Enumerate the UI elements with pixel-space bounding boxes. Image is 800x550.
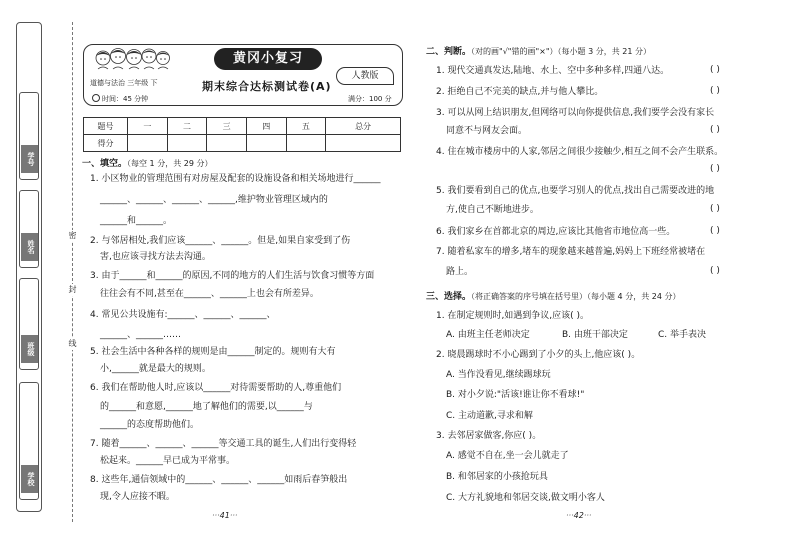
judge-line: 6. 我们家乡在首都北京的周边,应该比其他省市地位高一些。 [436, 227, 676, 237]
score-table-cell: 三 [207, 118, 247, 135]
judge-line: 同意不与网友会面。 [446, 126, 528, 136]
edition-badge: 人教版 [336, 67, 394, 85]
choice-option[interactable]: C. 主动道歉,寻求和解 [446, 411, 533, 421]
fill-line: 小,______就是最大的规则。 [100, 364, 211, 374]
fill-line: 2. 与邻居相处,我们应该______、______。但是,如果自家受到了伤 [90, 236, 351, 246]
section-fill-blank-title [82, 156, 212, 169]
score-cell[interactable] [128, 135, 168, 152]
section-title-text: 三、选择。 [426, 292, 472, 302]
score-cell[interactable] [246, 135, 286, 152]
score-row-label: 得分 [84, 135, 128, 152]
judge-line: 7. 随着私家车的增多,堵车的现象越来越普遍,妈妈上下班经常被堵在 [436, 247, 706, 257]
judge-line: 1. 现代交通真发达,陆地、水上、空中多种多样,四通八达。 [436, 66, 670, 76]
choice-option[interactable]: A. 当作没看见,继续踢球玩 [446, 370, 551, 380]
choice-question: 3. 去邻居家做客,你应( )。 [436, 431, 542, 441]
school-box [19, 382, 39, 500]
full-score: 满分：100 分 [348, 95, 392, 103]
score-table-header-row [84, 118, 401, 135]
answer-bracket[interactable]: ( ) [710, 204, 720, 214]
answer-bracket[interactable]: ( ) [710, 65, 720, 75]
fill-line: 的______和意愿,______地了解他们的需要,以______与 [100, 402, 313, 412]
name-label: 姓名 [21, 233, 38, 261]
brand-logo: 黄冈小复习 [214, 48, 322, 70]
fill-line: 松起来。______早已成为平常事。 [100, 456, 236, 466]
score-cell[interactable] [326, 135, 401, 152]
choice-question: 1. 在制定规则时,如遇到争议,应该( )。 [436, 311, 590, 321]
choice-option[interactable]: B. 由班干部决定 [562, 330, 628, 340]
student-id-box [19, 92, 39, 180]
fill-line: 1. 小区物业的管理范围有对房屋及配套的设施设备和相关场地进行______ [90, 174, 381, 184]
score-table-cell: 一 [128, 118, 168, 135]
choice-option[interactable]: A. 感觉不自在,坐一会儿就走了 [446, 451, 569, 461]
fill-line: 3. 由于______和______的原因,不同的地方的人们生活与饮食习惯等方面 [90, 271, 375, 281]
score-table-score-row [84, 135, 401, 152]
page-number-text: 41 [219, 511, 230, 520]
fill-line: 8. 这些年,通信领域中的______、______、______如雨后春笋般出 [90, 475, 348, 485]
judge-line: 2. 拒绝自己不完美的缺点,并与他人攀比。 [436, 87, 604, 97]
fill-line: 往往会有不同,甚至在______、______上也会有所差异。 [100, 289, 319, 299]
score-table-cell: 五 [286, 118, 326, 135]
score-cell[interactable] [167, 135, 207, 152]
seal-char-xian: 线 [68, 339, 77, 348]
judge-line: 4. 住在城市楼房中的人家,邻居之间很少接触少,相互之间不会产生联系。 [436, 147, 724, 157]
fill-line: 5. 社会生活中各种各样的规则是由______制定的。规则有大有 [90, 347, 336, 357]
cut-line [72, 22, 73, 522]
fill-line: 现,令人应接不暇。 [100, 492, 175, 502]
seal-char-feng: 封 [68, 285, 77, 294]
section-note: （每空 1 分，共 29 分） [127, 159, 213, 168]
judge-line: 路上。 [446, 267, 474, 277]
fill-line: 害,也应该寻找方法去沟通。 [100, 252, 211, 262]
name-box [19, 190, 39, 268]
children-illustration [94, 47, 172, 75]
choice-option[interactable]: A. 由班主任老师决定 [446, 330, 530, 340]
clock-icon [92, 94, 100, 102]
choice-question: 2. 晓晨踢球时不小心踢到了小夕的头上,他应该( )。 [436, 350, 641, 360]
fill-line: 4. 常见公共设施有:______、______、______、 [90, 310, 276, 320]
page-number-left: ···41··· [212, 511, 238, 520]
fill-line: ______、______…… [100, 330, 182, 340]
section-title-text: 二、判断。 [426, 47, 472, 57]
binding-strip [10, 22, 77, 522]
answer-bracket[interactable]: ( ) [710, 266, 720, 276]
choice-option[interactable]: B. 和邻居家的小孩抢玩具 [446, 472, 548, 482]
score-table-cell: 总分 [326, 118, 401, 135]
page-number-right: ···42··· [566, 511, 592, 520]
seal-char-mi: 密 [68, 231, 77, 240]
class-label: 班级 [21, 335, 38, 363]
answer-bracket[interactable]: ( ) [710, 226, 720, 236]
choice-option[interactable]: B. 对小夕说:"活该!谁让你不看球!" [446, 390, 585, 400]
school-label: 学校 [21, 465, 38, 493]
subject-grade: 道德与法治 三年级 下 [90, 79, 158, 87]
answer-bracket[interactable]: ( ) [710, 164, 720, 174]
answer-bracket[interactable]: ( ) [710, 86, 720, 96]
section-choice-title [426, 289, 680, 302]
judge-line: 5. 我们要看到自己的优点,也要学习别人的优点,找出自己需要改进的地 [436, 186, 715, 196]
score-table-cell: 题号 [84, 118, 128, 135]
score-cell[interactable] [207, 135, 247, 152]
fill-line: ______和______。 [100, 216, 173, 226]
exam-header [83, 44, 403, 106]
section-judge-title [426, 44, 651, 57]
score-table-cell: 四 [246, 118, 286, 135]
exam-title: 期末综合达标测试卷(A) [202, 80, 332, 93]
class-box [19, 278, 39, 370]
fill-line: ______、______、______、______,维护物业管理区域内的 [100, 195, 328, 205]
score-cell[interactable] [286, 135, 326, 152]
score-table [83, 117, 401, 152]
student-id-label: 学号 [21, 145, 38, 173]
judge-line: 3. 可以从网上结识朋友,但网络可以向你提供信息,我们要学会没有家长 [436, 108, 715, 118]
score-table-cell: 二 [167, 118, 207, 135]
fill-line: 6. 我们在帮助他人时,应该以______对待需要帮助的人,尊重他们 [90, 383, 342, 393]
section-title-text: 一、填空。 [82, 159, 128, 169]
fill-line: 7. 随着______、______、______等交通工具的诞生,人们出行变得轻 [90, 439, 357, 449]
time-text: 时间：45 分钟 [102, 95, 149, 103]
choice-option[interactable]: C. 大方礼貌地和邻居交谈,做文明小客人 [446, 493, 605, 503]
time-limit [92, 94, 148, 104]
section-note: （对的画"√"错的画"×"）（每小题 3 分，共 21 分） [471, 47, 651, 56]
section-note: （将正确答案的序号填在括号里）（每小题 4 分，共 24 分） [471, 292, 681, 301]
fill-line: ______的态度帮助他们。 [100, 420, 200, 430]
choice-option[interactable]: C. 举手表决 [658, 330, 707, 340]
page-number-text: 42 [573, 511, 584, 520]
judge-line: 方,使自己不断地进步。 [446, 205, 539, 215]
answer-bracket[interactable]: ( ) [710, 125, 720, 135]
